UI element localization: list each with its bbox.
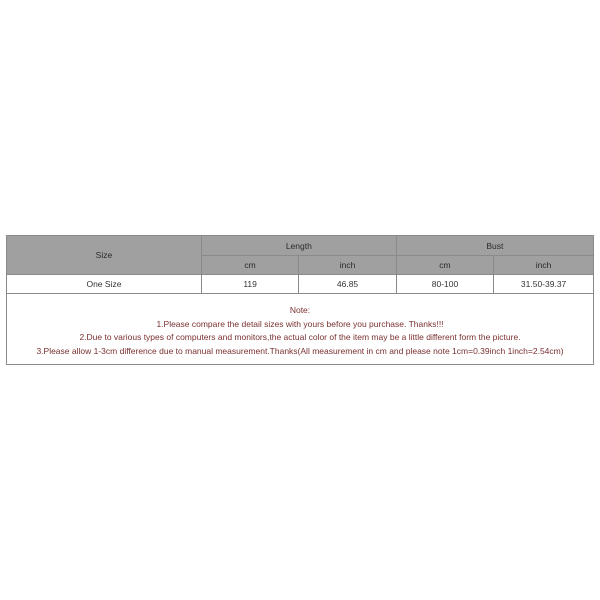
- note-cell: [7, 294, 594, 365]
- note-line-2: 2.Due to various types of computers and monitors,the actual color of the item may be a little different form the picture.: [79, 332, 521, 342]
- length-cm-header: cm: [201, 256, 298, 275]
- size-header: Size: [7, 236, 202, 275]
- bust-inch-header: inch: [494, 256, 594, 275]
- length-inch-header: inch: [299, 256, 396, 275]
- size-cell: One Size: [7, 275, 202, 294]
- length-header: Length: [201, 236, 396, 256]
- length-inch-cell: 46.85: [299, 275, 396, 294]
- bust-cm-cell: 80-100: [396, 275, 493, 294]
- size-chart-table: [6, 235, 594, 365]
- length-cm-cell: 119: [201, 275, 298, 294]
- note-line-3: 3.Please allow 1-3cm difference due to manual measurement.Thanks(All measurement in cm and please note 1cm=0.39inch 1inch=2.54cm): [36, 345, 564, 356]
- bust-header: Bust: [396, 236, 593, 256]
- note-title: Note:: [289, 305, 311, 315]
- note-line-1: 1.Please compare the detail sizes with yours before you purchase. Thanks!!!: [156, 318, 444, 329]
- header-row: [7, 236, 594, 256]
- bust-inch-cell: 31.50-39.37: [494, 275, 594, 294]
- note-row: [7, 294, 594, 365]
- table-row: [7, 275, 594, 294]
- bust-cm-header: cm: [396, 256, 493, 275]
